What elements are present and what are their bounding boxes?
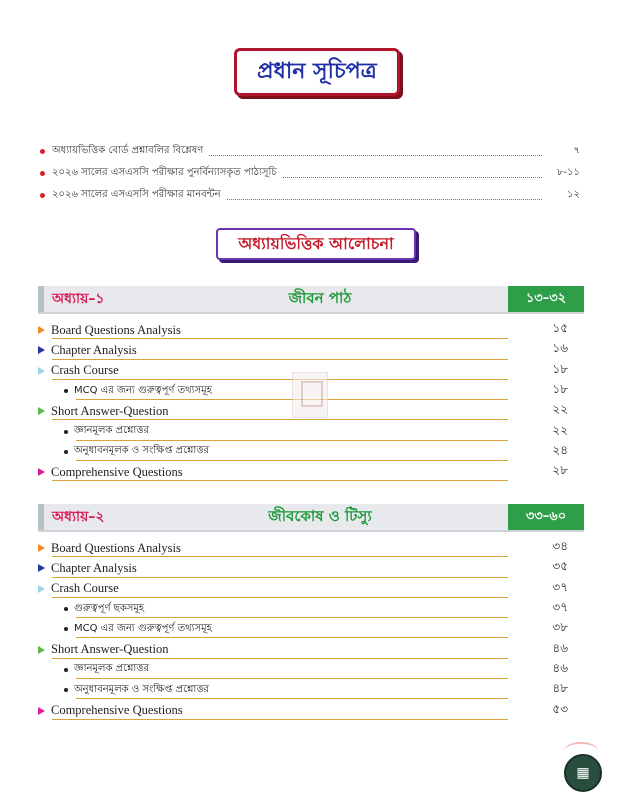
- publisher-logo: [560, 748, 602, 790]
- bullet-dot-icon: [64, 430, 68, 434]
- row-page: ১৬: [552, 341, 568, 356]
- top-item-page: ৭: [573, 144, 580, 156]
- row-page: ২৮: [552, 463, 568, 478]
- pink-triangle-icon: [38, 707, 45, 715]
- blue-triangle-icon: [38, 346, 45, 354]
- header-accent: [38, 286, 44, 312]
- row-label: Crash Course: [51, 581, 119, 596]
- toc-subrow[interactable]: [38, 660, 584, 680]
- row-page: ২৪: [552, 442, 568, 457]
- bullet-dot-icon: [64, 450, 68, 454]
- row-page: ২২: [552, 402, 568, 417]
- toc-row[interactable]: [38, 700, 584, 720]
- top-item[interactable]: [40, 184, 580, 206]
- chapter-number: অধ্যায়–১: [52, 291, 105, 307]
- red-dot-icon: [40, 193, 45, 198]
- bullet-dot-icon: [64, 627, 68, 631]
- red-dot-icon: [40, 149, 45, 154]
- top-item[interactable]: [40, 162, 580, 184]
- toc-row[interactable]: [38, 538, 584, 558]
- pink-triangle-icon: [38, 468, 45, 476]
- top-item-page: ১২: [567, 188, 580, 200]
- toc-subrow[interactable]: [38, 421, 584, 441]
- bullet-dot-icon: [64, 607, 68, 611]
- row-page: ৩৫: [552, 559, 568, 574]
- chapter-name: জীবন পাঠ: [288, 288, 352, 307]
- row-page: ২২: [552, 422, 568, 437]
- toc-row[interactable]: [38, 340, 584, 360]
- row-page: ৩৭: [552, 579, 568, 594]
- bullet-dot-icon: [64, 688, 68, 692]
- bullet-dot-icon: [64, 389, 68, 393]
- green-triangle-icon: [38, 646, 45, 654]
- row-label: গুরুত্বপূর্ণ ছকসমূহ: [74, 602, 145, 614]
- chapter-2: [38, 504, 584, 721]
- orange-triangle-icon: [38, 326, 45, 334]
- row-page: ১৮: [552, 361, 568, 376]
- red-dot-icon: [40, 171, 45, 176]
- row-label: Chapter Analysis: [51, 560, 137, 575]
- row-label: Board Questions Analysis: [51, 322, 181, 337]
- bullet-dot-icon: [64, 668, 68, 672]
- row-label: Chapter Analysis: [51, 342, 137, 357]
- toc-row[interactable]: [38, 462, 584, 482]
- blue-triangle-icon: [38, 564, 45, 572]
- row-page: ১৫: [552, 321, 568, 336]
- watermark-icon: [292, 372, 328, 418]
- row-label: Board Questions Analysis: [51, 540, 181, 555]
- row-label: MCQ এর জন্য গুরুত্বপূর্ণ তথ্যসমূহ: [74, 622, 212, 634]
- chapter-number: অধ্যায়–২: [52, 509, 105, 525]
- orange-triangle-icon: [38, 544, 45, 552]
- row-page: ৪৬: [552, 660, 568, 675]
- row-label: Crash Course: [51, 363, 119, 378]
- row-label: অনুধাবনমূলক ও সংক্ষিপ্ত প্রশ্নোত্তর: [74, 445, 209, 457]
- chapter-page-range: ১৩–৩২: [508, 286, 584, 312]
- row-label: জ্ঞানমূলক প্রশ্নোত্তর: [74, 663, 149, 675]
- publisher-logo-icon: ▦: [564, 754, 602, 792]
- leader-dots: [283, 169, 542, 178]
- green-triangle-icon: [38, 407, 45, 415]
- section-title: অধ্যায়ভিত্তিক আলোচনা: [216, 228, 416, 260]
- row-page: ৩৪: [552, 539, 568, 554]
- toc-subrow[interactable]: [38, 619, 584, 639]
- row-page: ১৮: [552, 382, 568, 397]
- row-label: Comprehensive Questions: [51, 464, 183, 479]
- chapter-header[interactable]: [38, 504, 584, 532]
- row-label: জ্ঞানমূলক প্রশ্নোত্তর: [74, 425, 149, 437]
- toc-subrow[interactable]: [38, 680, 584, 700]
- top-item-label: ২০২৬ সালের এসএসসি পরীক্ষার মানবন্টন: [52, 188, 221, 200]
- cyan-triangle-icon: [38, 367, 45, 375]
- row-page: ৪৮: [552, 681, 568, 696]
- chapter-name: জীবকোষ ও টিস্যু: [268, 506, 372, 525]
- chapter-page-range: ৩৩–৬০: [508, 504, 584, 530]
- leader-dots: [227, 191, 542, 200]
- row-label: Short Answer-Question: [51, 642, 169, 657]
- chapter-header[interactable]: [38, 286, 584, 314]
- header-accent: [38, 504, 44, 530]
- page-title: প্রধান সূচিপত্র: [234, 48, 400, 96]
- row-page: ৫৩: [552, 701, 568, 716]
- row-page: ৪৬: [552, 640, 568, 655]
- toc-row[interactable]: [38, 639, 584, 659]
- top-item-page: ৮-১১: [556, 166, 580, 178]
- top-item[interactable]: [40, 140, 580, 162]
- toc-row[interactable]: [38, 558, 584, 578]
- top-contents-list: [40, 140, 580, 206]
- row-label: MCQ এর জন্য গুরুত্বপূর্ণ তথ্যসমূহ: [74, 384, 212, 396]
- row-label: অনুধাবনমূলক ও সংক্ষিপ্ত প্রশ্নোত্তর: [74, 683, 209, 695]
- cyan-triangle-icon: [38, 585, 45, 593]
- top-item-label: অধ্যায়ভিত্তিক বোর্ড প্রশ্নাবলির বিশ্লেষণ: [52, 144, 204, 156]
- toc-row[interactable]: [38, 320, 584, 340]
- toc-subrow[interactable]: [38, 599, 584, 619]
- row-page: ৩৭: [552, 600, 568, 615]
- toc-row[interactable]: [38, 579, 584, 599]
- top-item-label: ২০২৬ সালের এসএসসি পরীক্ষার পুনর্বিন্যাসকৃত পাঠ্যসূচি: [52, 166, 277, 178]
- toc-subrow[interactable]: [38, 442, 584, 462]
- row-label: Comprehensive Questions: [51, 703, 183, 718]
- leader-dots: [209, 147, 542, 156]
- row-page: ৩৮: [552, 620, 568, 635]
- row-label: Short Answer-Question: [51, 403, 169, 418]
